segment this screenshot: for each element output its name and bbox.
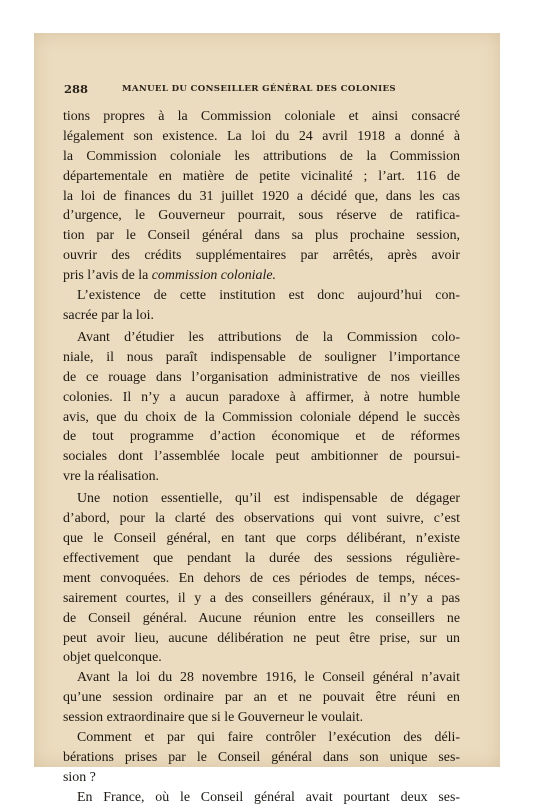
text-line: la loi de finances du 31 juillet 1920 a décidé que, dans les cas <box>63 188 460 204</box>
text-line: tions propres à la Commission coloniale et ainsi consacré <box>63 109 460 124</box>
text-line: départementale en matière de petite vicinalité ; l’art. 116 de <box>63 168 460 184</box>
text-line: de ce rouage dans l’organisation administrative de nos vieilles <box>63 369 460 385</box>
text-line: objet quelconque. <box>63 650 162 666</box>
text-line: Avant la loi du 28 novembre 1916, le Conseil général n’avait <box>77 670 460 686</box>
page-number: 288 <box>64 82 89 96</box>
text-line: d’urgence, le Gouverneur pourrait, sous réserve de ratifica- <box>63 208 460 224</box>
text-line: peut avoir lieu, aucune délibération ne peut être prise, sur un <box>63 630 460 646</box>
text-line: sacrée par la loi. <box>63 307 155 323</box>
text-line: ment convoquées. En dehors de ces périodes de temps, néces- <box>63 570 460 586</box>
text-line: session extraordinaire que si le Gouverneur le voulait. <box>63 710 364 726</box>
text-line: En France, où le Conseil général avait pourtant deux ses- <box>77 789 460 805</box>
text-line: sion ? <box>63 769 96 785</box>
text-line: Comment et par qui faire contrôler l’exécution des déli- <box>77 729 460 745</box>
text-line: bérations prises par le Conseil général dans son unique ses- <box>63 749 460 765</box>
text-line: de tout programme d’action économique et de réformes <box>63 429 460 445</box>
running-title: MANUEL DU CONSEILLER GÉNÉRAL DES COLONIES <box>122 84 396 94</box>
text-line: niale, il nous paraît indispensable de souligner l’importance <box>63 349 460 365</box>
text-line: que le Conseil général, en tant que corps délibérant, n’existe <box>63 531 460 547</box>
text-line: L’existence de cette institution est donc aujourd’hui con- <box>77 288 460 304</box>
text-line: avis, que du choix de la Commission coloniale dépend le succès <box>63 409 460 425</box>
text-line: pris l’avis de la commission coloniale. <box>63 268 276 284</box>
text-line: Une notion essentielle, qu’il est indispensable de dégager <box>77 491 460 507</box>
text-line: qu’une session ordinaire par an et ne pouvait être réuni en <box>63 690 460 706</box>
running-head <box>64 82 454 98</box>
text-line: vre la réalisation. <box>63 469 160 485</box>
text-line: d’abord, pour la clarté des observations qui vont suivre, c’est <box>63 511 460 527</box>
text-line: sociales dont l’assemblée locale peut ambitionner de poursui- <box>63 449 460 465</box>
text-line: de Conseil général. Aucune réunion entre les conseillers ne <box>63 610 460 626</box>
text-line: colonies. Il n’y a aucun paradoxe à affirmer, à notre humble <box>63 389 460 405</box>
text-line: sairement courtes, il y a des conseillers généraux, il n’y a pas <box>63 590 460 606</box>
text-line: Avant d’étudier les attributions de la Commission colo- <box>77 329 460 345</box>
text-line: légalement son existence. La loi du 24 avril 1918 a donné à <box>63 128 460 144</box>
body-text <box>63 107 460 808</box>
text-line: ouvrir des crédits supplémentaires par arrêtés, après avoir <box>63 248 460 264</box>
text-line: la Commission coloniale les attributions de la Commission <box>63 148 460 164</box>
text-line: tion par le Conseil général dans sa plus prochaine session, <box>63 228 460 244</box>
text-line: effectivement que pendant la durée des sessions régulière- <box>63 550 460 566</box>
